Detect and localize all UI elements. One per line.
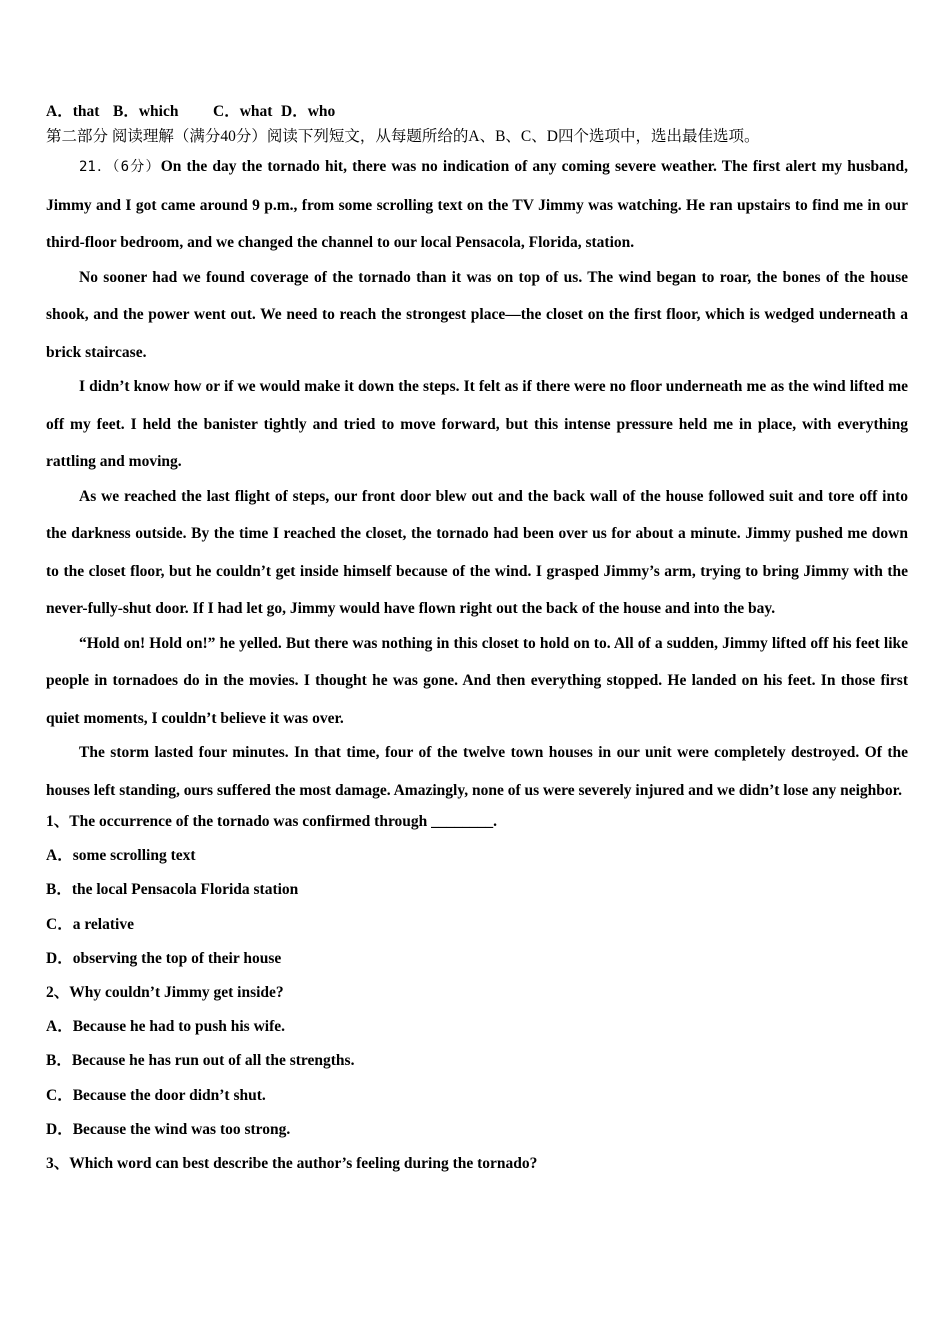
question-2-option-d: D．Because the wind was too strong. <box>46 1120 291 1138</box>
option-c: C．what <box>213 103 273 120</box>
question-3-stem: 3、Which word can best describe the author’s feeling during the tornado? <box>46 1155 538 1173</box>
question-2-option-c: C．Because the door didn’t shut. <box>46 1086 266 1104</box>
question-1-option-b: B．the local Pensacola Florida station <box>46 881 299 899</box>
passage-paragraph-2: No sooner had we found coverage of the tornado than it was on top of us. The wind began to roar, the bones of the house shook, and the power went out. We need to reach the strongest place—the closet on the first floor, which is wedged underneath a brick staircase. <box>46 268 908 361</box>
option-a: A．that <box>46 103 100 120</box>
question-2-option-b: B．Because he has run out of all the strengths. <box>46 1052 355 1070</box>
question-2-stem: 2、Why couldn’t Jimmy get inside? <box>46 984 284 1002</box>
passage-paragraph-4: As we reached the last flight of steps, our front door blew out and the back wall of the house followed suit and tore off into the darkness outside. By the time I reached the closet, the tornado had been over us for about a minute. Jimmy pushed me down to the closet floor, but he couldn’t get inside himself because of the wind. I grasped Jimmy’s arm, trying to bring Jimmy with the never-fully-shut door. If I had let go, Jimmy would have flown right out the back of the house and into the bay. <box>46 487 908 617</box>
previous-question-options <box>46 100 908 124</box>
paragraph-text: On the day the tornado hit, there was no indication of any coming severe weather. The first alert my husband, Jimmy and I got came around 9 p.m., from some scrolling text on the TV Jimmy was watching. He ran upstairs to find me in our third-floor bedroom, and we changed the channel to our local Pensacola, Florida, station. <box>46 158 908 251</box>
section-heading: 第二部分 阅读理解（满分40分）阅读下列短文，从每题所给的A、B、C、D四个选项中，选出最佳选项。 <box>46 128 760 145</box>
questions-list <box>46 805 908 1181</box>
passage-paragraph-5: “Hold on! Hold on!” he yelled. But there was nothing in this closet to hold on to. All of a sudden, Jimmy lifted off his feet like people in tornadoes do in the movies. I thought he was gone. And then everything stopped. He landed on his feet. In those first quiet moments, I couldn’t believe it was over. <box>46 634 908 727</box>
passage-paragraph-3: I didn’t know how or if we would make it down the steps. It felt as if there were no floor underneath me as the wind lifted me off my feet. I held the banister tightly and tried to move forward, but this intense pressure held me in place, with everything rattling and moving. <box>46 378 908 470</box>
passage-paragraph-1 <box>46 148 908 262</box>
question-1-option-c: C．a relative <box>46 915 134 933</box>
question-1-option-d: D．observing the top of their house <box>46 949 282 967</box>
option-b: B．which <box>113 103 179 120</box>
question-1-option-a: A．some scrolling text <box>46 847 196 865</box>
question-number-label: 21．（6分） <box>79 159 161 175</box>
passage-paragraph-6: The storm lasted four minutes. In that time, four of the twelve town houses in our unit were completely destroyed. Of the houses left standing, ours suffered the most damage. Amazingly, none of us were severely injured and we didn’t lose any neighbor. <box>46 744 908 799</box>
option-d: D．who <box>281 103 336 120</box>
reading-passage <box>46 148 908 809</box>
question-2-option-a: A．Because he had to push his wife. <box>46 1018 285 1036</box>
question-1-stem: 1、The occurrence of the tornado was confirmed through ________. <box>46 813 498 830</box>
document-page <box>46 100 908 1181</box>
